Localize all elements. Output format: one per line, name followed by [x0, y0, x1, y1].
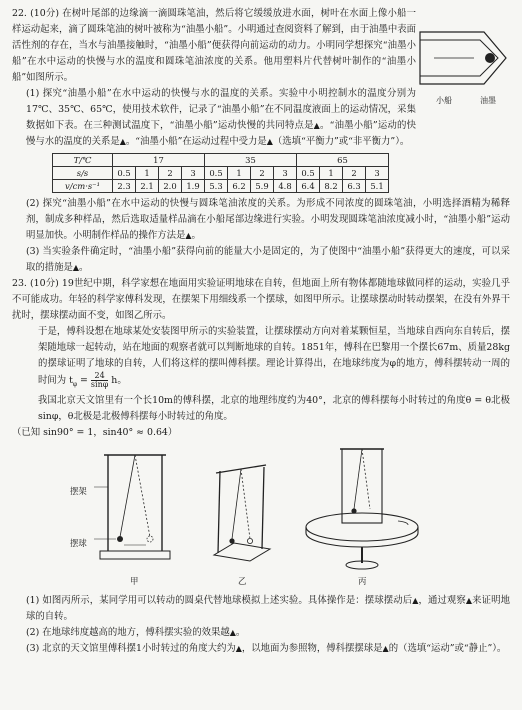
- frame-label: 摆架: [70, 485, 87, 496]
- temp-cell: 35: [205, 154, 297, 167]
- speed-cell: 2.3: [113, 180, 136, 193]
- temp-cell: 65: [297, 154, 389, 167]
- ink-label: 油墨: [480, 96, 496, 105]
- time-cell: 0.5: [297, 167, 320, 180]
- row-header-speed: v/cm·s⁻¹: [53, 180, 113, 193]
- time-cell: 0.5: [205, 167, 228, 180]
- row-header-temp: T/℃: [53, 154, 113, 167]
- speed-cell: 5.1: [366, 180, 389, 193]
- time-cell: 2: [343, 167, 366, 180]
- speed-cell: 4.8: [274, 180, 297, 193]
- question-23: [12, 276, 510, 657]
- q23-para2: 于是，傅科设想在地球某处安装图甲所示的实验装置，让摆球摆动方向对着某颗恒星，当地球自西向东自转后，摆架随地球一起转动，站在地面的观察者就可以判断地球的自转。1851年，傅科在巴黎用一个摆长67m、质量28kg的摆球证明了地球的自转，人们将这样的摆叫傅科摆。理论计算得出，在地球纬度为φ的地方，傅科摆转动一周的时间为 $t_\varphi$ = $\frac{24}{\sin\varphi}$ h。: [38, 326, 510, 389]
- figure-jia-label: 甲: [130, 575, 139, 586]
- speed-cell: 5.3: [205, 180, 228, 193]
- speed-cell: 2.1: [136, 180, 159, 193]
- q23-given: （已知 sin90° = 1，sin40° ≈ 0.64）: [12, 426, 178, 438]
- time-cell: 3: [366, 167, 389, 180]
- q22-intro: 22. (10分) 在树叶尾部的边缘滴一滴圆珠笔油，然后将它缓缓放进水面，树叶在水面上像小船一样运动起来，滴了圆珠笔油的树叶被称为“油墨小船”。小明通过查阅资料了解到，由于油墨中表面活性剂的存在，当水与油墨接触时，“油墨小船”便获得向前运动的动力。小明同学想探究“油墨小船”在水中运动的快慢与水的温度和圆珠笔油浓度的关系。他用塑料片代替树叶制作的“油墨小船”如图所示。: [12, 8, 416, 83]
- time-cell: 3: [182, 167, 205, 180]
- pendulum-figure-bing: [302, 443, 422, 571]
- time-cell: 1: [136, 167, 159, 180]
- answer-blank[interactable]: ▲: [235, 643, 242, 653]
- speed-cell: 8.2: [320, 180, 343, 193]
- speed-cell: 6.2: [228, 180, 251, 193]
- q22-sub3: (3) 当实验条件确定时，“油墨小船”获得向前的能量大小是固定的，为了使图中“油墨小船”获得更大的速度，可以采取的措施是▲。: [26, 246, 510, 273]
- ball-label: 摆球: [70, 537, 87, 548]
- table-row: [53, 167, 389, 180]
- speed-cell: 1.9: [182, 180, 205, 193]
- answer-blank[interactable]: ▲: [229, 627, 236, 637]
- table-row: [53, 180, 389, 193]
- figure-yi-label: 乙: [238, 575, 247, 586]
- q23-sub3: (3) 北京的天文馆里傅科摆1小时转过的角度大约为▲，以地面为参照物，傅科摆摆球是▲的（选填“运动”或“静止”）。: [26, 642, 507, 654]
- answer-blank[interactable]: ▲: [266, 137, 273, 146]
- time-cell: 1: [228, 167, 251, 180]
- speed-data-table: [52, 153, 389, 193]
- answer-blank[interactable]: ▲: [119, 137, 126, 146]
- q23-sub1: (1) 如图丙所示，某同学用可以转动的圆桌代替地球模拟上述实验。具体操作是：摆球摆动后▲，通过观察▲来证明地球的自转。: [26, 594, 510, 622]
- pendulum-figure-yi: [210, 461, 274, 567]
- question-22: [12, 6, 510, 276]
- q23-sub2: (2) 在地球纬度越高的地方，傅科摆实验的效果越▲。: [26, 626, 246, 638]
- time-cell: 3: [274, 167, 297, 180]
- time-cell: 2: [159, 167, 182, 180]
- table-row: [53, 154, 389, 167]
- pendulum-figure-jia: [94, 447, 176, 567]
- temp-cell: 17: [113, 154, 205, 167]
- row-header-time: s/s: [53, 167, 113, 180]
- time-cell: 0.5: [113, 167, 136, 180]
- time-cell: 2: [251, 167, 274, 180]
- period-formula: $\frac{24}{\sin\varphi}$: [90, 371, 109, 389]
- answer-blank[interactable]: ▲: [382, 643, 389, 653]
- answer-blank[interactable]: ▲: [185, 231, 192, 240]
- q22-sub2: (2) 探究“油墨小船”在水中运动的快慢与圆珠笔油浓度的关系。为形成不同浓度的圆珠笔油，小明选择酒精为稀释剂，制成多种样品，然后选取适量样品滴在小船尾部边缘进行实验。小明发现圆珠笔油浓度减小时，“油墨小船”运动明显加快。小明制作样品的操作方法是▲。: [26, 198, 510, 241]
- q23-para3: 我国北京天文馆里有一个长10m的傅科摆，北京的地理纬度约为40°，北京的傅科摆每小时转过的角度θ = θ北极sinφ，θ北极是北极傅科摆每小时转过的角度。: [38, 394, 510, 422]
- answer-blank[interactable]: ▲: [313, 121, 321, 130]
- speed-cell: 5.9: [251, 180, 274, 193]
- ink-boat-diagram: [414, 26, 510, 96]
- answer-blank[interactable]: ▲: [412, 595, 419, 605]
- boat-label: 小船: [436, 96, 452, 105]
- speed-cell: 6.4: [297, 180, 320, 193]
- speed-cell: 6.3: [343, 180, 366, 193]
- figure-bing-label: 丙: [358, 575, 367, 586]
- time-cell: 1: [320, 167, 343, 180]
- ink-boat-figure: [414, 26, 510, 108]
- answer-blank[interactable]: ▲: [465, 595, 473, 605]
- pendulum-figures: [12, 443, 510, 593]
- q22-sub1: (1) 探究“油墨小船”在水中运动的快慢与水的温度的关系。实验中小明控制水的温度分别为17℃、35℃、65℃，使用技术软件，记录了“油墨小船”在不同温度液面上的运动情况，采集数据如下表。在三种测试温度下，“油墨小船”运动快慢的共同特点是▲。“油墨小船”运动的快慢与水的温度的关系是▲。“油墨小船”在运动过程中受力是▲（选填“平衡力”或“非平衡力”）。: [26, 88, 416, 147]
- speed-cell: 2.0: [159, 180, 182, 193]
- q23-intro: 23. (10分) 19世纪中期，科学家想在地面用实验证明地球在自转，但地面上所有物体都随地球做同样的运动，实验几乎不可能成功。年轻的科学家傅科发现，在摆架下用细线系一个摆球，如图甲所示。让摆球摆动时转动摆架，在没有外界干扰时，摆球摆动面不变，如图乙所示。: [12, 278, 510, 321]
- answer-blank[interactable]: ▲: [72, 263, 80, 272]
